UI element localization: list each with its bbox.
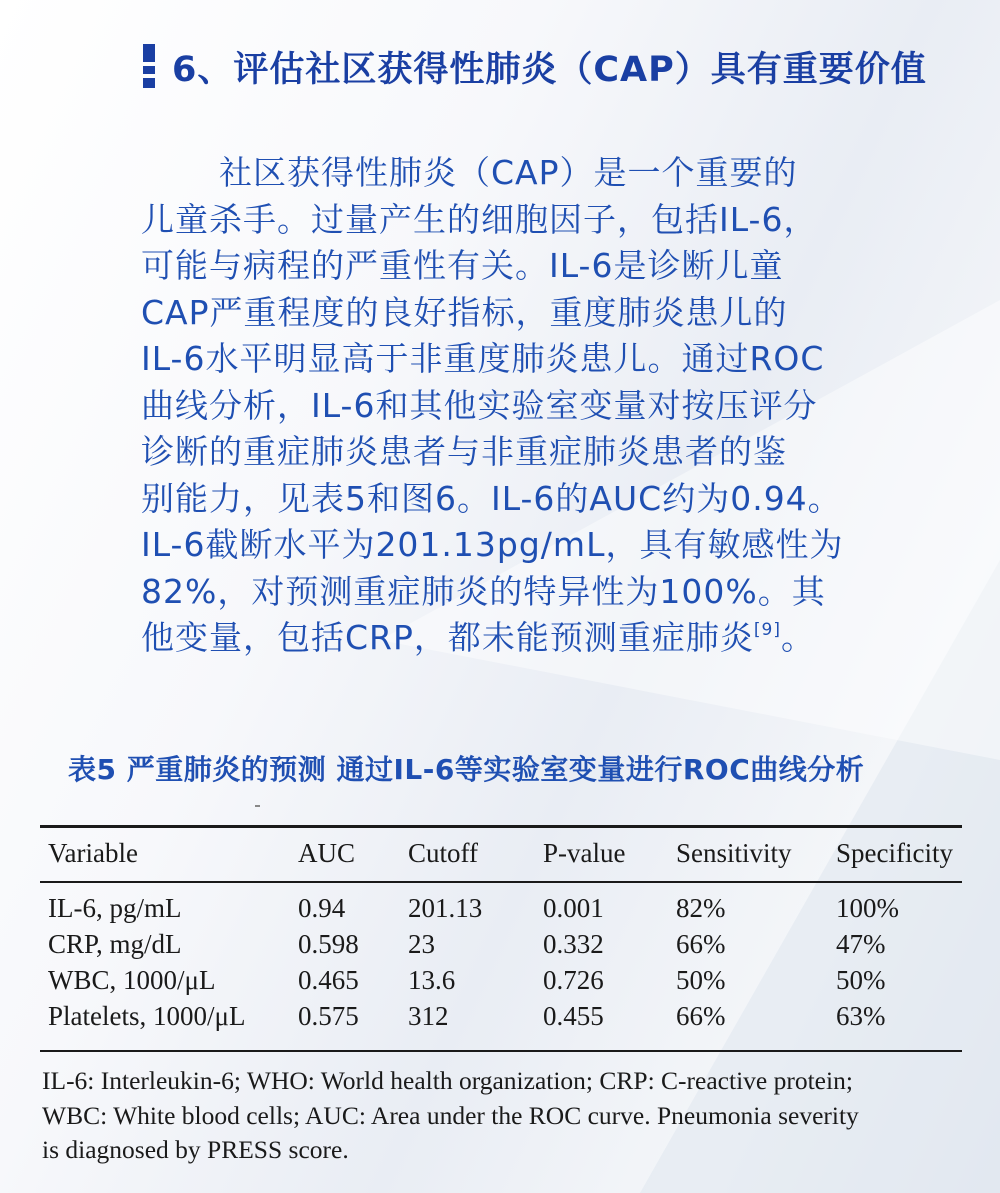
header-auc: AUC: [298, 838, 356, 868]
header-cutoff: Cutoff: [408, 838, 479, 868]
table-row: [40, 929, 962, 965]
body-line: 诊断的重症肺炎患者与非重症肺炎患者的鉴: [141, 432, 787, 471]
cell-specificity: 63%: [836, 1001, 886, 1031]
body-line: 曲线分析，IL-6和其他实验室变量对按压评分: [141, 385, 818, 425]
cell-variable: Platelets, 1000/μL: [48, 1001, 246, 1031]
body-line: 可能与病程的严重性有关。IL-6是诊断儿童: [141, 246, 784, 285]
table-footnote: [42, 1064, 972, 1168]
cell-cutoff: 312: [408, 1001, 449, 1031]
footnote-line: WBC: White blood cells; AUC: Area under the ROC curve. Pneumonia severity: [42, 1100, 859, 1130]
cell-variable: IL-6, pg/mL: [48, 893, 182, 923]
header-specificity: Specificity: [836, 838, 953, 868]
cell-specificity: 50%: [836, 965, 886, 995]
header-variable: Variable: [48, 838, 138, 868]
cell-cutoff: 23: [408, 929, 435, 959]
body-line: 82%，对预测重症肺炎的特异性为100%。其: [141, 571, 826, 611]
cell-sensitivity: 50%: [676, 965, 726, 995]
title-marker-icon: [143, 44, 157, 88]
citation-ref[interactable]: [9]: [753, 620, 781, 640]
header-sensitivity: Sensitivity: [676, 838, 792, 868]
divider-mark: [255, 805, 260, 807]
cell-cutoff: 201.13: [408, 893, 483, 923]
body-line: 别能力，见表5和图6。IL-6的AUC约为0.94。: [141, 478, 842, 518]
table-header-row: [40, 838, 962, 874]
cell-p-value: 0.726: [543, 965, 604, 995]
body-line: IL-6水平明显高于非重度肺炎患儿。通过ROC: [141, 339, 825, 378]
body-line: 儿童杀手。过量产生的细胞因子，包括IL-6，: [141, 199, 818, 239]
body-line-text: 他变量，包括CRP，都未能预测重症肺炎: [141, 618, 754, 657]
cell-variable: CRP, mg/dL: [48, 929, 182, 959]
body-paragraph: [141, 150, 857, 662]
table-row: [40, 965, 962, 1001]
cell-auc: 0.598: [298, 929, 359, 959]
cell-specificity: 100%: [836, 893, 899, 923]
footnote-line: IL-6: Interleukin-6; WHO: World health organization; CRP: C-reactive protein;: [42, 1066, 853, 1095]
cell-auc: 0.94: [298, 893, 346, 923]
cell-p-value: 0.455: [543, 1001, 604, 1031]
section-title: 6、评估社区获得性肺炎（CAP）具有重要价值: [172, 50, 927, 90]
table-caption: 表5 严重肺炎的预测 通过IL-6等实验室变量进行ROC曲线分析: [68, 753, 865, 786]
cell-specificity: 47%: [836, 929, 886, 959]
cell-p-value: 0.001: [543, 893, 604, 923]
header-p-value: P-value: [543, 838, 626, 868]
cell-p-value: 0.332: [543, 929, 604, 959]
footnote-line: is diagnosed by PRESS score.: [42, 1135, 349, 1164]
table-header-rule: [40, 881, 962, 883]
cell-sensitivity: 82%: [676, 893, 726, 923]
body-line: CAP严重程度的良好指标，重度肺炎患儿的: [141, 292, 788, 332]
body-line-end: 。: [780, 618, 815, 657]
body-line: 社区获得性肺炎（CAP）是一个重要的: [219, 153, 798, 192]
body-line-last: [141, 615, 857, 662]
cell-variable: WBC, 1000/μL: [48, 965, 216, 995]
table-top-rule: [40, 825, 962, 828]
table-row: [40, 893, 962, 929]
cell-cutoff: 13.6: [408, 965, 456, 995]
body-line: IL-6截断水平为201.13pg/mL，具有敏感性为: [141, 525, 844, 564]
cell-auc: 0.575: [298, 1001, 359, 1031]
cell-sensitivity: 66%: [676, 1001, 726, 1031]
cell-auc: 0.465: [298, 965, 359, 995]
table-bottom-rule: [40, 1050, 962, 1052]
table-row: [40, 1001, 962, 1037]
cell-sensitivity: 66%: [676, 929, 726, 959]
